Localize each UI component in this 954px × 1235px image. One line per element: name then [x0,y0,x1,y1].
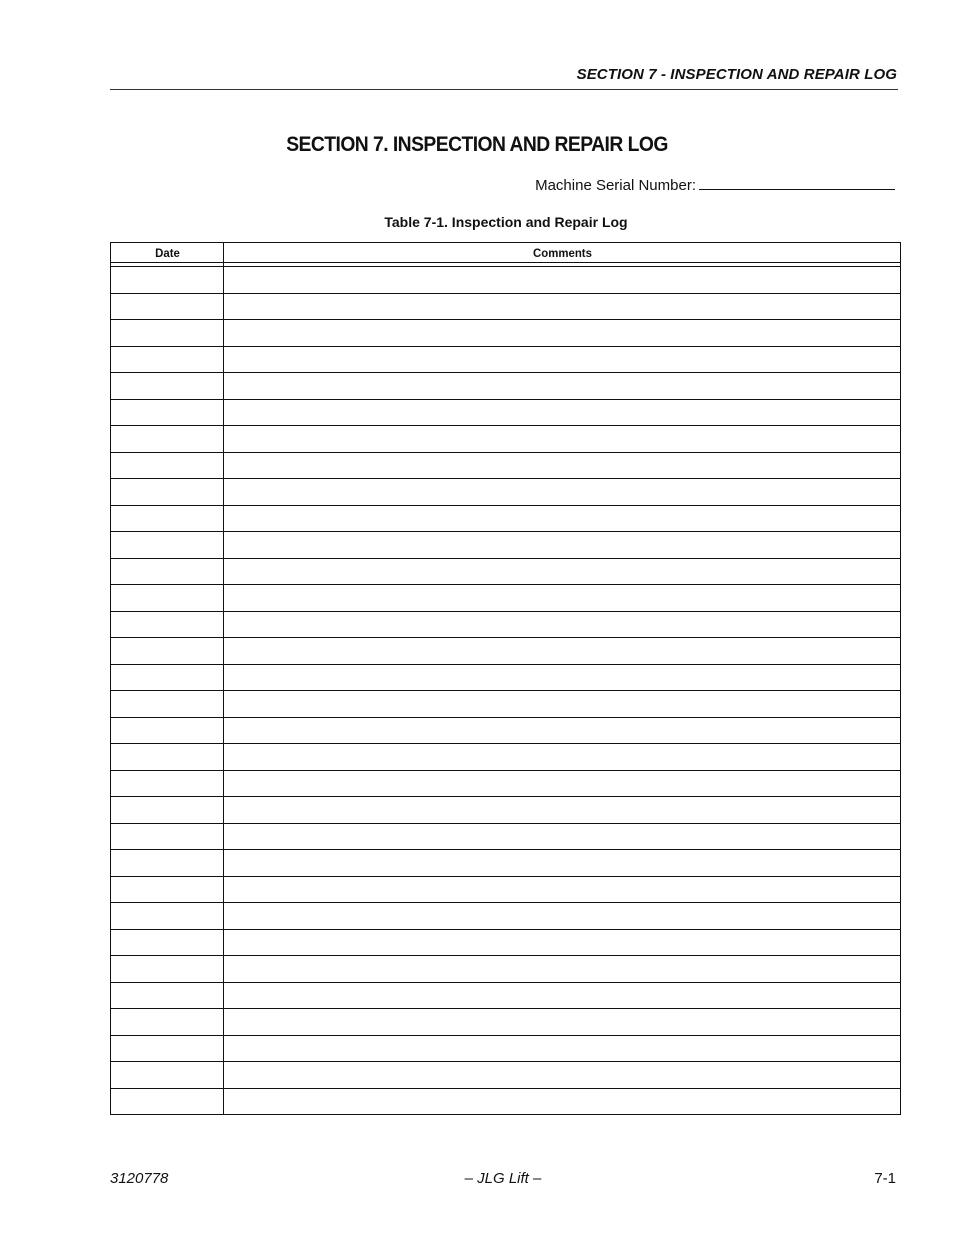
table-row [111,691,901,718]
date-cell [111,797,224,824]
date-cell [111,1009,224,1036]
comments-cell [224,797,901,824]
date-cell [111,479,224,506]
comments-cell [224,664,901,691]
table-row [111,293,901,320]
date-cell [111,320,224,347]
comments-cell [224,903,901,930]
date-cell [111,770,224,797]
table-row [111,1062,901,1089]
comments-cell [224,558,901,585]
section-title: SECTION 7. INSPECTION AND REPAIR LOG [286,133,668,156]
table-body [111,263,901,1115]
comments-cell [224,929,901,956]
table-row [111,505,901,532]
comments-cell [224,982,901,1009]
comments-cell [224,770,901,797]
comments-cell [224,876,901,903]
comments-cell [224,532,901,559]
date-cell [111,876,224,903]
comments-cell [224,373,901,400]
date-cell [111,823,224,850]
table-row [111,982,901,1009]
table-row [111,770,901,797]
table-row [111,320,901,347]
date-cell [111,293,224,320]
comments-cell [224,1088,901,1115]
date-cell [111,1035,224,1062]
comments-cell [224,850,901,877]
serial-number-blank [699,177,895,190]
comments-cell [224,1009,901,1036]
inspection-log-table [110,242,901,1115]
date-cell [111,903,224,930]
table-row [111,479,901,506]
comments-cell [224,505,901,532]
comments-cell [224,585,901,612]
table-header-row [111,243,901,263]
serial-number-label: Machine Serial Number: [535,177,696,194]
date-cell [111,373,224,400]
date-cell [111,267,224,294]
table-row [111,929,901,956]
table-row [111,558,901,585]
date-cell [111,346,224,373]
table-row [111,585,901,612]
document-number: 3120778 [110,1170,169,1187]
table-row [111,823,901,850]
date-cell [111,426,224,453]
serial-number-field [535,177,895,194]
table-row [111,267,901,294]
table-caption: Table 7-1. Inspection and Repair Log [384,214,628,230]
comments-cell [224,1062,901,1089]
header-rule [110,89,898,90]
date-cell [111,717,224,744]
comments-cell [224,1035,901,1062]
table-row [111,876,901,903]
table-row [111,373,901,400]
date-cell [111,982,224,1009]
publisher-name: – JLG Lift – [464,1170,542,1187]
comments-cell [224,611,901,638]
table-row [111,903,901,930]
date-cell [111,638,224,665]
date-cell [111,505,224,532]
running-head: SECTION 7 - INSPECTION AND REPAIR LOG [576,66,897,83]
date-cell [111,452,224,479]
table-row [111,611,901,638]
column-header-comments: Comments [240,243,883,263]
table-row [111,744,901,771]
table-row [111,1035,901,1062]
table-row [111,399,901,426]
comments-cell [224,744,901,771]
date-cell [111,850,224,877]
date-cell [111,691,224,718]
table-row [111,532,901,559]
date-cell [111,399,224,426]
date-cell [111,585,224,612]
table-row [111,850,901,877]
date-cell [111,532,224,559]
comments-cell [224,479,901,506]
table-row [111,664,901,691]
table-row [111,638,901,665]
comments-cell [224,267,901,294]
comments-cell [224,346,901,373]
comments-cell [224,320,901,347]
comments-cell [224,399,901,426]
date-cell [111,1088,224,1115]
comments-cell [224,426,901,453]
date-cell [111,956,224,983]
comments-cell [224,717,901,744]
table-row [111,452,901,479]
comments-cell [224,956,901,983]
date-cell [111,1062,224,1089]
table-row [111,797,901,824]
date-cell [111,611,224,638]
date-cell [111,929,224,956]
comments-cell [224,452,901,479]
table-row [111,956,901,983]
table-row [111,1009,901,1036]
comments-cell [224,293,901,320]
table-row [111,717,901,744]
date-cell [111,558,224,585]
column-header-date: Date [113,243,220,263]
comments-cell [224,823,901,850]
page-number: 7-1 [874,1170,896,1187]
table-row [111,1088,901,1115]
table-row [111,426,901,453]
comments-cell [224,638,901,665]
date-cell [111,664,224,691]
table-row [111,346,901,373]
comments-cell [224,691,901,718]
date-cell [111,744,224,771]
